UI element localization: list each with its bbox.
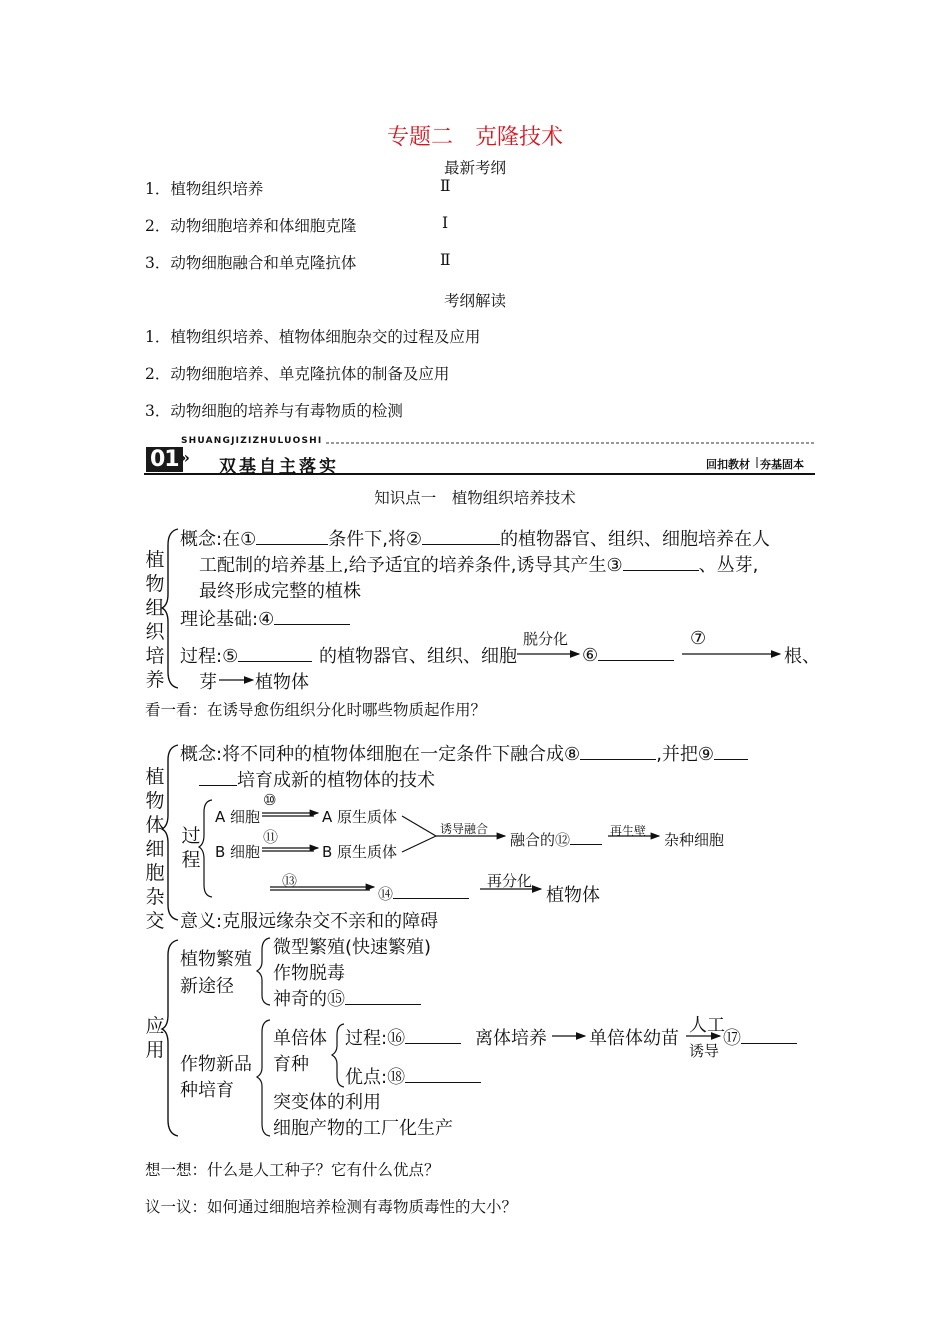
look-question: 看一看：在诱导愈伤组织分化时哪些物质起作用？: [145, 701, 487, 719]
d2-b-cell: B 细胞: [215, 843, 261, 861]
interpretation-item-2: 2．动物细胞培养、单克隆抗体的制备及应用: [145, 365, 450, 383]
d1-process-2b: 植物体: [255, 672, 309, 693]
d3-hap-17: ⑰: [723, 1024, 797, 1050]
interpretation-item-1: 1．植物组织培养、植物体细胞杂交的过程及应用: [145, 328, 481, 346]
d2-arrow-11-label: ⑪: [263, 828, 279, 846]
d2-arrow-10-label: ⑩: [263, 791, 277, 809]
section-pinyin: SHUANGJIZIZHULUOSHI: [181, 436, 323, 446]
d2-process-label: 过程: [181, 825, 201, 871]
d3-prop-item-2: 作物脱毒: [273, 963, 345, 984]
d2-meaning: 意义:克服远缘杂交不亲和的障碍: [180, 911, 439, 932]
d2-concept-line2: 培育成新的植物体的技术: [199, 766, 435, 792]
d2-merge-top: [402, 816, 436, 836]
d2-a-cell: A 细胞: [215, 808, 261, 826]
d2-process-brace: [199, 800, 212, 897]
d2-hybrid: 杂种细胞: [664, 831, 725, 849]
outline-item-2: 2．动物细胞培养和体细胞克隆: [145, 217, 357, 235]
think-question: 想一想：什么是人工种子？它有什么优点？: [145, 1161, 440, 1179]
d3-prop-brace: [257, 938, 270, 1005]
d3-hap-proc: 过程:⑯: [345, 1024, 461, 1050]
d1-process-b: 的植物器官、组织、细胞: [319, 646, 517, 667]
d1-theory: 理论基础:④: [180, 605, 350, 631]
interpretation-item-3: 3．动物细胞的培养与有毒物质的检测: [145, 402, 403, 420]
d3-breed-brace: [257, 1020, 270, 1136]
interpretation-heading: 考纲解读: [443, 292, 506, 310]
d3-breed-a: 作物新品: [180, 1054, 252, 1075]
d2-a-proto: A 原生质体: [322, 808, 398, 826]
outline-level-1: Ⅱ: [440, 177, 451, 195]
d3-hap-mid: 离体培养: [475, 1028, 547, 1049]
d3-brace: [162, 940, 178, 1136]
d2-concept-line1: 概念:将不同种的植物体细胞在一定条件下融合成⑧ ,并把⑨: [180, 740, 748, 766]
d3-hap-brace: [332, 1024, 344, 1087]
d3-label: 应用: [145, 1015, 165, 1061]
d2-arrow-13-label: ⑬: [282, 872, 298, 890]
d1-process-c: ⑥: [582, 642, 674, 666]
outline-level-3: Ⅱ: [440, 251, 451, 269]
d2-wall-label: 再生壁: [610, 824, 647, 838]
d3-hap-adv: 优点:⑱: [345, 1063, 481, 1089]
d3-breed-b: 种培育: [180, 1080, 234, 1101]
d3-hap-seedling: 单倍体幼苗: [589, 1028, 679, 1049]
d2-14: ⑭: [378, 883, 469, 904]
outline-heading: 最新考纲: [443, 159, 506, 177]
d2-merge-bottom: [402, 836, 436, 852]
d2-plant: 植物体: [546, 885, 600, 906]
discuss-question: 议一议：如何通过细胞培养检测有毒物质毒性的大小？: [145, 1198, 518, 1216]
d3-industrial: 细胞产物的工厂化生产: [273, 1118, 453, 1139]
d3-prop-a: 植物繁殖: [180, 949, 252, 970]
d1-label: 植物组织培养: [145, 549, 165, 691]
knowledge-heading: 知识点一 植物组织培养技术: [374, 489, 576, 507]
d3-hap-arrow-bottom: 诱导: [689, 1042, 720, 1060]
d1-concept-line1: 概念:在① 条件下,将② 的植物器官、组织、细胞培养在人: [180, 525, 770, 551]
d3-hap-arrow-top: 人工: [689, 1015, 725, 1036]
outline-item-1: 1．植物组织培养: [145, 180, 264, 198]
section-tag-right: 夯基固本: [760, 458, 804, 471]
d3-mutant: 突变体的利用: [273, 1092, 381, 1113]
d1-arrow-7-label: ⑦: [690, 628, 707, 649]
d2-fused: 融合的⑫: [510, 829, 602, 850]
d1-process-a: 过程:⑤: [180, 642, 312, 668]
d3-hap-b: 育种: [273, 1054, 309, 1075]
d1-brace: [162, 529, 178, 688]
d1-arrow-dediff-label: 脱分化: [523, 630, 569, 648]
d1-process-d: 根、: [784, 646, 820, 667]
d2-redif-label: 再分化: [487, 872, 533, 890]
d2-fuse-label: 诱导融合: [440, 822, 489, 836]
outline-level-2: Ⅰ: [442, 214, 449, 232]
d1-process-2: 芽: [199, 672, 217, 693]
d2-b-proto: B 原生质体: [322, 843, 398, 861]
d3-hap-a: 单倍体: [273, 1028, 327, 1049]
d2-brace: [162, 745, 178, 920]
d3-prop-item-3: 神奇的⑮: [273, 985, 421, 1011]
d3-prop-item-1: 微型繁殖(快速繁殖): [273, 937, 432, 958]
section-title: 双基自主落实: [219, 457, 339, 477]
d1-concept-line3: 最终形成完整的植株: [199, 581, 361, 602]
page-title: 专题二 克隆技术: [386, 125, 563, 150]
d3-prop-b: 新途径: [180, 976, 234, 997]
d2-label: 植物体细胞杂交: [145, 766, 165, 932]
d1-concept-line2: 工配制的培养基上,给予适宜的培养条件,诱导其产生③ 、丛芽,: [199, 551, 758, 577]
outline-item-3: 3．动物细胞融合和单克隆抗体: [145, 254, 357, 272]
section-tag-left: 回扣教材: [706, 458, 750, 471]
section-number: 01: [146, 447, 183, 472]
chevron-icon: »: [180, 448, 190, 467]
